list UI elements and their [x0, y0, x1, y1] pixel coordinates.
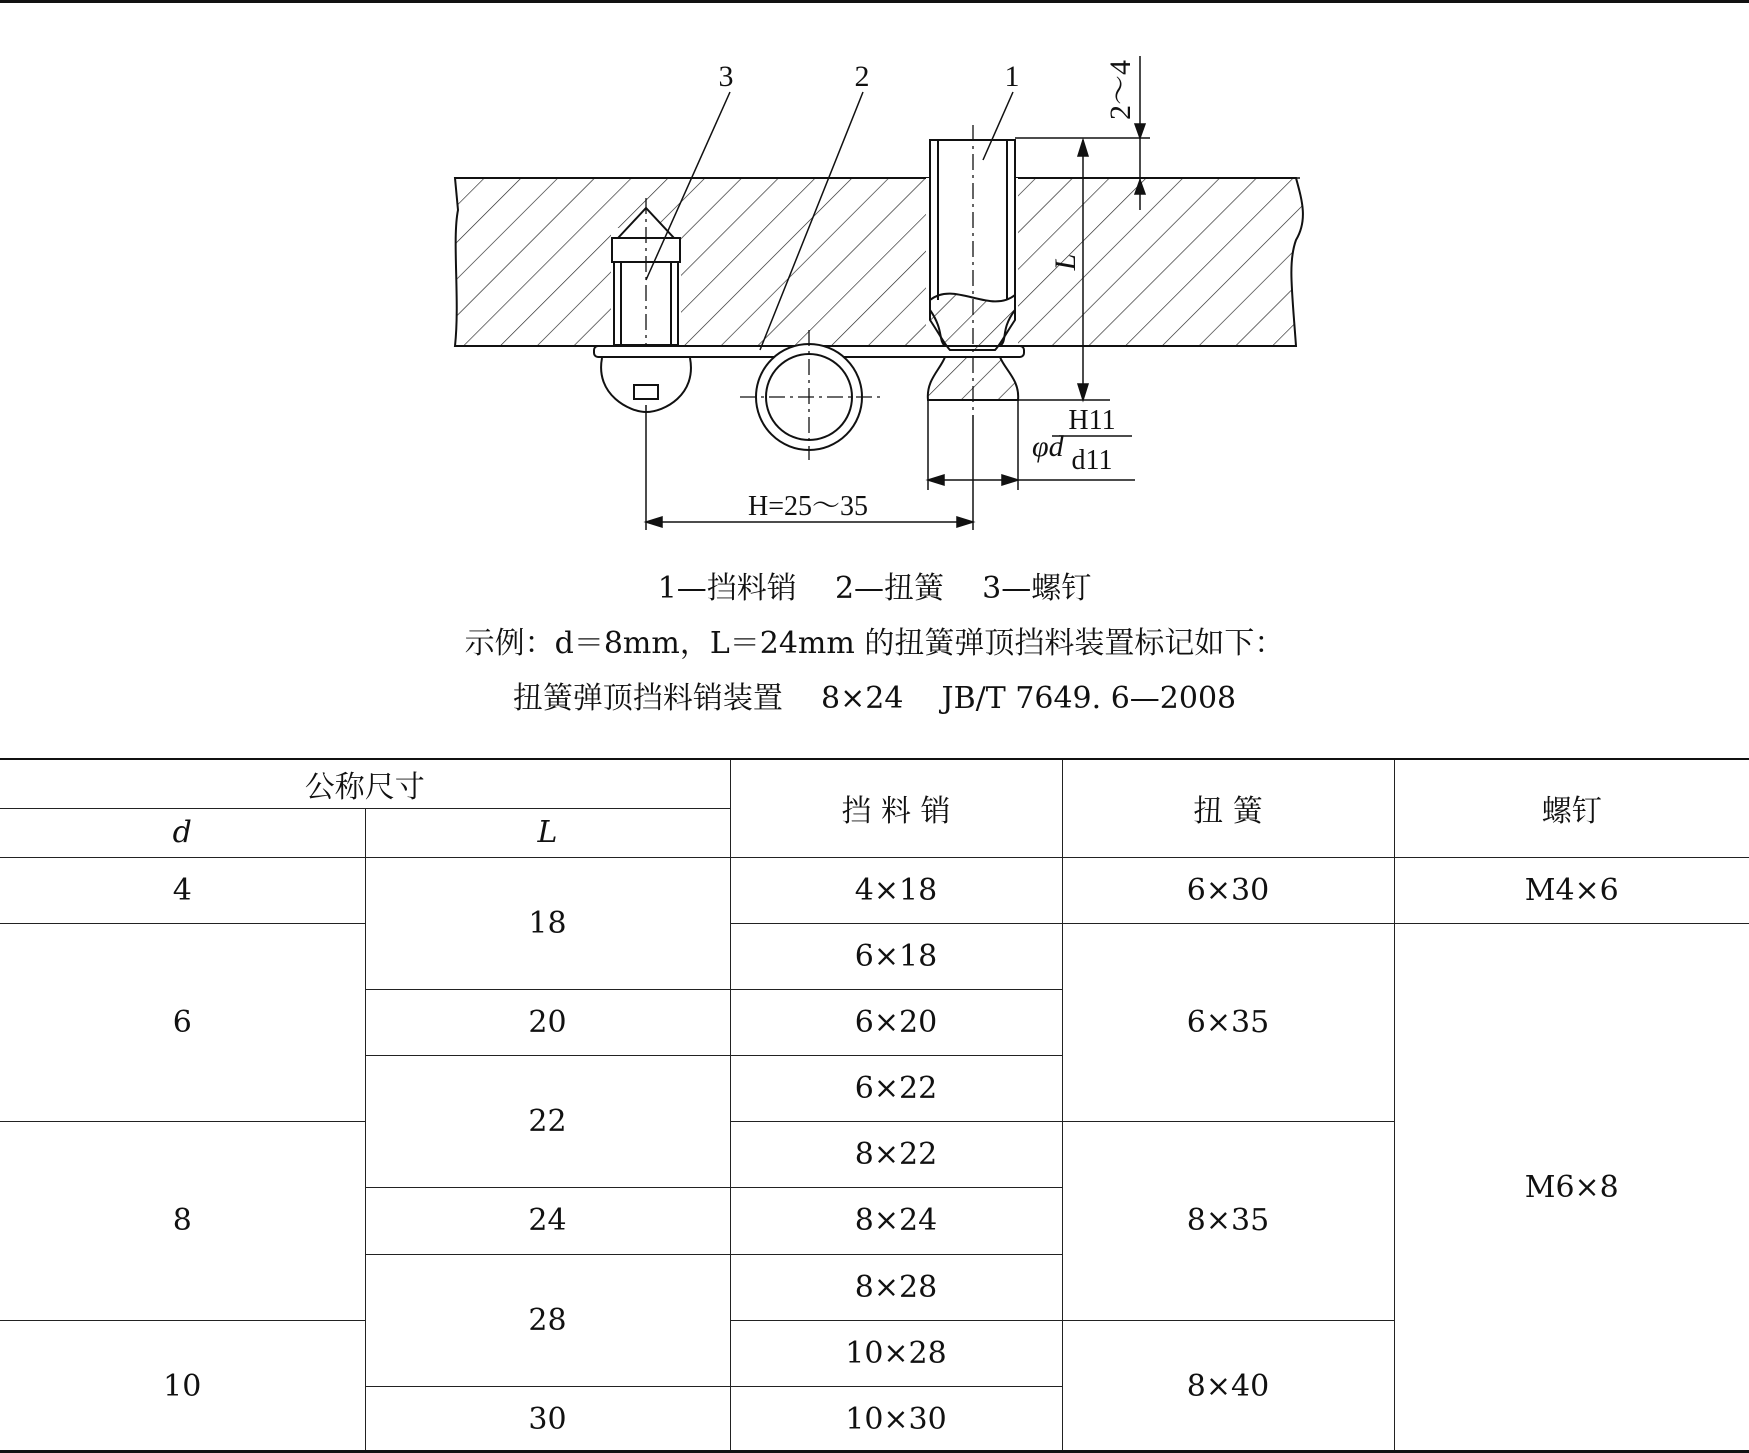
cell-d: 6	[0, 923, 365, 1121]
cell-stop-pin: 10×30	[730, 1386, 1062, 1452]
table-row	[0, 923, 1749, 989]
cell-L: 28	[365, 1254, 730, 1386]
fit-symbol-label: φd	[1032, 430, 1064, 463]
cell-torsion-spring: 8×35	[1062, 1122, 1394, 1320]
cell-torsion-spring: 6×30	[1062, 857, 1394, 923]
cell-L: 24	[365, 1188, 730, 1254]
cell-L: 22	[365, 1056, 730, 1188]
fit-hole-label: H11	[1068, 405, 1116, 436]
specification-table	[0, 758, 1749, 1453]
stop-pin	[928, 125, 1018, 415]
cell-stop-pin: 10×28	[730, 1320, 1062, 1386]
cell-screw: M4×6	[1394, 857, 1749, 923]
cell-stop-pin: 8×28	[730, 1254, 1062, 1320]
dim-distance-label: H=25～35	[747, 491, 869, 522]
cell-torsion-spring: 6×35	[1062, 923, 1394, 1121]
dim-top-label: 2～4	[1104, 60, 1137, 120]
header-nominal-size: 公称尺寸	[0, 759, 730, 808]
callout-3: 3	[718, 60, 734, 93]
cell-stop-pin: 4×18	[730, 857, 1062, 923]
cell-L: 18	[365, 857, 730, 989]
header-screw: 螺钉	[1394, 759, 1749, 857]
header-stop-pin: 挡 料 销	[730, 759, 1062, 857]
callout-2: 2	[854, 60, 870, 93]
callout-1: 1	[1004, 60, 1020, 93]
header-d: d	[0, 808, 365, 857]
stop-device-drawing	[0, 0, 1749, 560]
designation-line: 扭簧弹顶挡料销装置 8×24 JB/T 7649. 6—2008	[512, 681, 1237, 716]
cell-L: 30	[365, 1386, 730, 1452]
header-L: L	[365, 808, 730, 857]
die-plate	[455, 178, 1303, 346]
parts-legend: 1—挡料销 2—扭簧 3—螺钉	[657, 571, 1092, 606]
fit-shaft-label: d11	[1071, 445, 1113, 476]
cell-stop-pin: 6×20	[730, 989, 1062, 1055]
cell-screw: M6×8	[1394, 923, 1749, 1452]
cell-d: 4	[0, 857, 365, 923]
cell-L: 20	[365, 989, 730, 1055]
table-row	[0, 857, 1749, 923]
cell-stop-pin: 6×18	[730, 923, 1062, 989]
dim-length-label: L	[1049, 253, 1082, 271]
cell-stop-pin: 8×22	[730, 1122, 1062, 1188]
table-header-row	[0, 759, 1749, 808]
cell-d: 8	[0, 1122, 365, 1320]
cell-stop-pin: 6×22	[730, 1056, 1062, 1122]
cell-d: 10	[0, 1320, 365, 1452]
header-torsion-spring: 扭 簧	[1062, 759, 1394, 857]
cell-torsion-spring: 8×40	[1062, 1320, 1394, 1452]
example-line: 示例：d＝8mm，L＝24mm 的扭簧弹顶挡料装置标记如下：	[464, 626, 1285, 661]
cell-stop-pin: 8×24	[730, 1188, 1062, 1254]
